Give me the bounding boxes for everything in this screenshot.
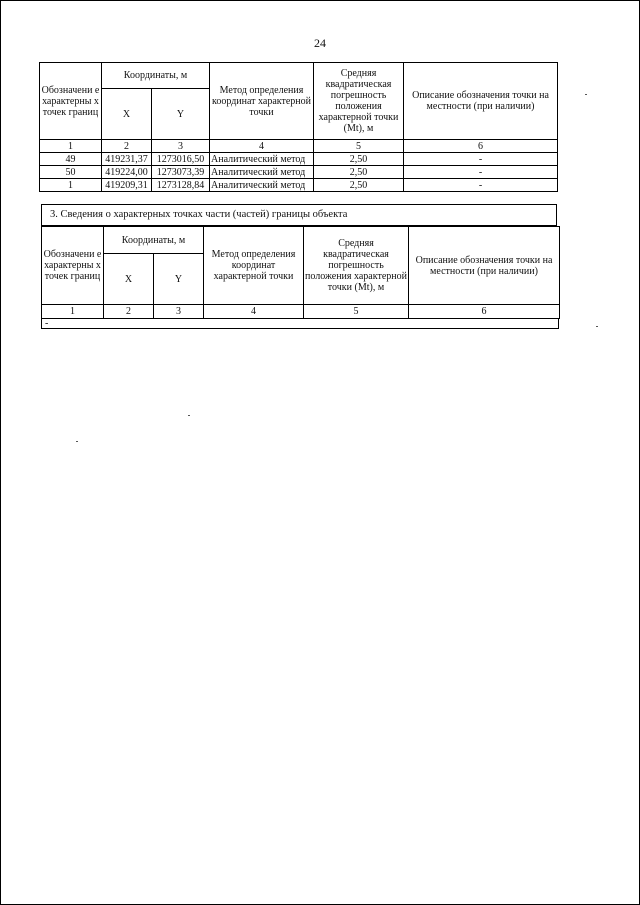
column-number: 2	[102, 140, 152, 153]
column-number: 2	[104, 305, 154, 319]
point-cell: 49	[40, 153, 102, 166]
scan-speck	[585, 94, 587, 95]
header-designation: Обозначени е характерны х точек границ	[42, 227, 104, 305]
header-designation: Обозначени е характерны х точек границ	[40, 63, 102, 140]
header-method: Метод определения координат характерной точки	[210, 63, 314, 140]
table-row	[40, 179, 558, 192]
header-coordinates: Координаты, м	[102, 63, 210, 89]
column-number: 3	[154, 305, 204, 319]
header-method: Метод определения координат характерной точки	[204, 227, 304, 305]
point-cell: 50	[40, 166, 102, 179]
column-number: 1	[42, 305, 104, 319]
scan-speck	[596, 326, 598, 327]
method-cell: Аналитический метод	[210, 166, 314, 179]
point-cell: 1	[40, 179, 102, 192]
header-x: X	[102, 89, 152, 140]
description-cell: -	[404, 179, 558, 192]
header-x: X	[104, 254, 154, 305]
column-number: 3	[152, 140, 210, 153]
column-number: 6	[404, 140, 558, 153]
scan-speck	[188, 415, 190, 416]
header-error: Средняя квадратическая погрешность положения характерной точки (Mt), м	[314, 63, 404, 140]
column-number: 5	[304, 305, 409, 319]
x-cell: 419209,31	[102, 179, 152, 192]
description-cell: -	[404, 166, 558, 179]
error-cell: 2,50	[314, 179, 404, 192]
column-number: 1	[40, 140, 102, 153]
partial-boundary-table	[41, 226, 560, 319]
y-cell: 1273016,50	[152, 153, 210, 166]
method-cell: Аналитический метод	[210, 153, 314, 166]
y-cell: 1273073,39	[152, 166, 210, 179]
error-cell: 2,50	[314, 166, 404, 179]
description-cell: -	[404, 153, 558, 166]
error-cell: 2,50	[314, 153, 404, 166]
method-cell: Аналитический метод	[210, 179, 314, 192]
page-number: 24	[314, 36, 326, 50]
header-coordinates: Координаты, м	[104, 227, 204, 254]
table-row	[40, 166, 558, 179]
table-row	[40, 153, 558, 166]
column-number: 5	[314, 140, 404, 153]
coordinates-table	[39, 62, 558, 192]
x-cell: 419224,00	[102, 166, 152, 179]
header-description: Описание обозначения точки на местности (при наличии)	[409, 227, 560, 305]
y-cell: 1273128,84	[152, 179, 210, 192]
empty-row: -	[41, 319, 559, 329]
header-y: Y	[152, 89, 210, 140]
section-caption: 3. Сведения о характерных точках части (частей) границы объекта	[41, 204, 557, 226]
column-number: 6	[409, 305, 560, 319]
header-y: Y	[154, 254, 204, 305]
header-description: Описание обозначения точки на местности (при наличии)	[404, 63, 558, 140]
column-number: 4	[204, 305, 304, 319]
x-cell: 419231,37	[102, 153, 152, 166]
header-error: Средняя квадратическая погрешность положения характерной точки (Mt), м	[304, 227, 409, 305]
column-number: 4	[210, 140, 314, 153]
scan-speck	[76, 441, 78, 442]
